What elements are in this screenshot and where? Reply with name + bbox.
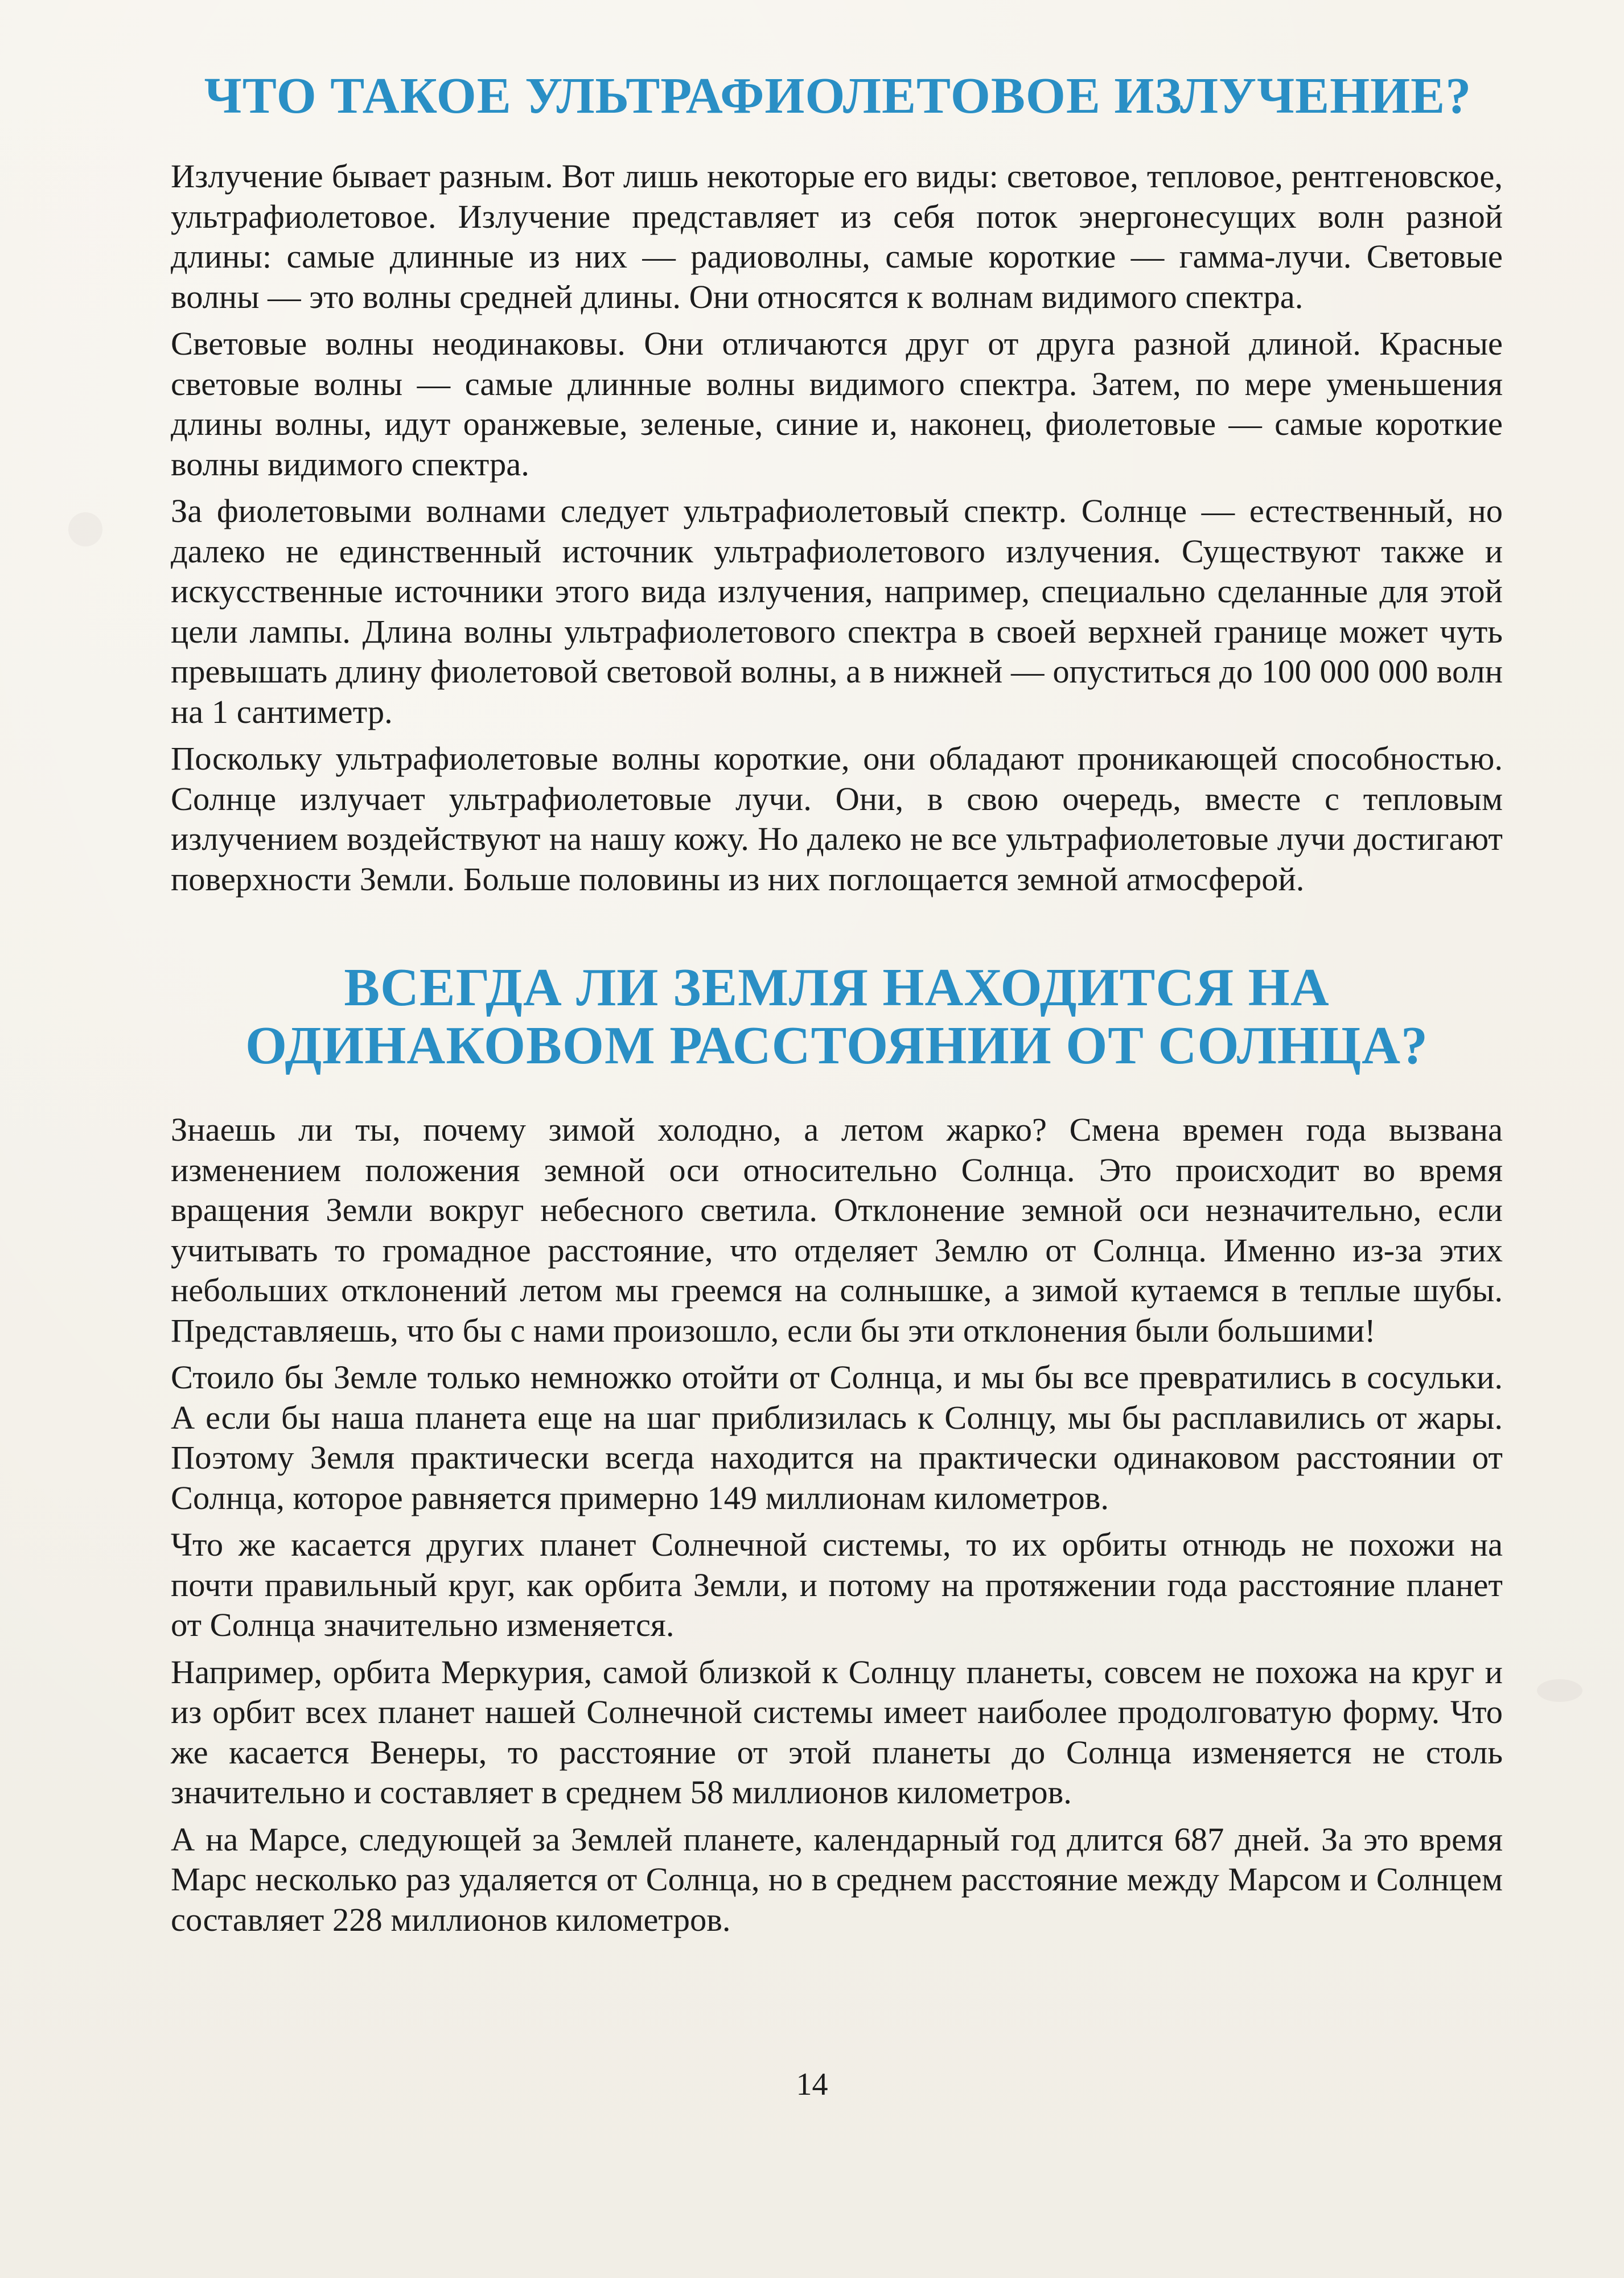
paragraph: Что же касается других планет Солнечной системы, то их орбиты отнюдь не похожи на почти правильный круг, как орбита Земли, и потому на протяжении года расстояние планет от Солнца значительно изменяется. (171, 1526, 1503, 1644)
paragraph: За фиолетовыми волнами следует ультрафиолетовый спектр. Солнце — естественный, но далеко не единственный источник ультрафиолетового излучения. Существуют также и искусственные источники этого вида излучения, например, специально сделанные для этой цели лампы. Длина волны ультрафиолетового спектра в своей верхней границе может чуть превышать длину фиолетовой световой волны, а в нижней — опуститься до 100 000 000 волн на 1 сантиметр. (171, 492, 1503, 730)
paragraph: Излучение бывает разным. Вот лишь некоторые его виды: световое, тепловое, рентгеновское, ультрафиолетовое. Излучение представляет из себя поток энергонесущих волн разной длины: самые длинные из них — радиоволны, самые короткие — гамма-лучи. Световые волны — это волны средней длины. Они относятся к волнам видимого спектра. (171, 158, 1503, 315)
article-title: ЧТО ТАКОЕ УЛЬТРАФИОЛЕТОВОЕ ИЗЛУЧЕНИЕ? (204, 68, 1472, 124)
article-earth-sun-distance (171, 959, 1503, 1940)
paragraph: Стоило бы Земле только немножко отойти от Солнца, и мы бы все превратились в сосульки. А если бы наша планета еще на шаг приблизилась к Солнцу, мы бы расплавились от жары. Поэтому Земля практически всегда находится на практически одинаковом расстоянии от Солнца, которое равняется примерно 149 миллионам километров. (171, 1359, 1503, 1516)
article-title-line: ОДИНАКОВОМ РАССТОЯНИИ ОТ СОЛНЦА? (245, 1015, 1428, 1075)
paragraph: А на Марсе, следующей за Землей планете, календарный год длится 687 дней. За это время Марс несколько раз удаляется от Солнца, но в среднем расстояние между Марсом и Солнцем составляет 228 миллионов километров. (171, 1820, 1503, 1938)
paper-smudge (68, 512, 102, 546)
page-content (171, 63, 1503, 1947)
paper-smudge (1537, 1679, 1582, 1702)
paragraph: Знаешь ли ты, почему зимой холодно, а летом жарко? Смена времен года вызвана изменением положения земной оси относительно Солнца. Это происходит во время вращения Земли вокруг небесного светила. Отклонение земной оси незначительно, если учитывать то громадное расстояние, что отделяет Землю от Солнца. Именно из-за этих небольших отклонений летом мы греемся на солнышке, а зимой кутаемся в теплые шубы. Представляешь, что бы с нами произошло, если бы эти отклонения были большими! (171, 1111, 1503, 1349)
paragraph: Например, орбита Меркурия, самой близкой к Солнцу планеты, совсем не похожа на круг и из орбит всех планет нашей Солнечной системы имеет наиболее продолговатую форму. Что же касается Венеры, то расстояние от этой планеты до Солнца изменяется не столь значительно и составляет в среднем 58 миллионов километров. (171, 1653, 1503, 1811)
article-ultraviolet (171, 68, 1503, 899)
paragraph: Поскольку ультрафиолетовые волны короткие, они обладают проникающей способностью. Солнце излучает ультрафиолетовые лучи. Они, в свою очередь, вместе с тепловым излучением воздействуют на нашу кожу. Но далеко не все ультрафиолетовые лучи достигают поверхности Земли. Больше половины из них поглощается земной атмосферой. (171, 740, 1503, 898)
page-number: 14 (796, 2067, 828, 2102)
paragraph: Световые волны неодинаковы. Они отличаются друг от друга разной длиной. Красные световые волны — самые длинные волны видимого спектра. Затем, по мере уменьшения длины волны, идут оранжевые, зеленые, синие и, наконец, фиолетовые — самые короткие волны видимого спектра. (171, 325, 1503, 483)
article-title (171, 959, 1503, 1075)
article-title-line: ВСЕГДА ЛИ ЗЕМЛЯ НАХОДИТСЯ НА (344, 958, 1330, 1018)
